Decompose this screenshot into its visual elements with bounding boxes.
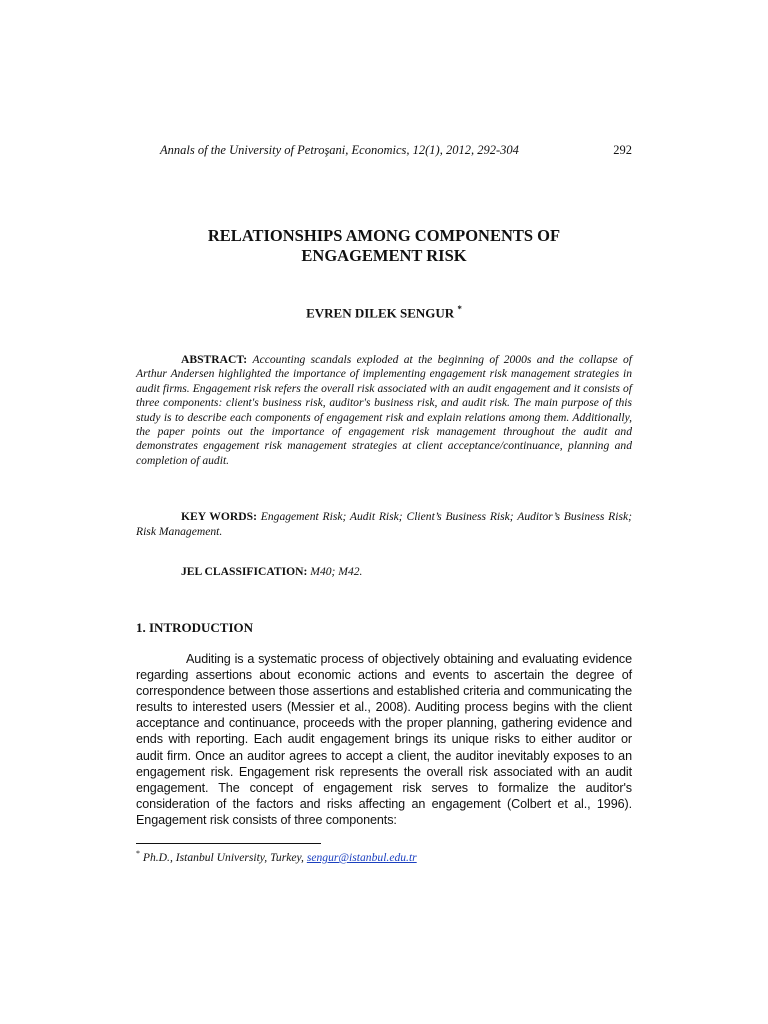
abstract-label: ABSTRACT: xyxy=(181,353,248,366)
title-line-1: RELATIONSHIPS AMONG COMPONENTS OF xyxy=(207,226,561,245)
running-head xyxy=(160,143,632,158)
jel-codes: M40; M42. xyxy=(310,565,363,578)
author-name: EVREN DILEK SENGUR xyxy=(306,305,455,321)
footnote-text: Ph.D., Istanbul University, Turkey, xyxy=(142,850,304,864)
keywords xyxy=(136,509,632,539)
abstract xyxy=(136,353,632,468)
jel-classification xyxy=(181,565,631,578)
footnote xyxy=(136,849,632,864)
author-footnote-marker: * xyxy=(457,304,462,314)
keywords-label: KEY WORDS: xyxy=(181,510,257,523)
journal-citation: Annals of the University of Petroşani, Economics, 12(1), 2012, 292-304 xyxy=(160,143,519,157)
author-email-link[interactable]: sengur@istanbul.edu.tr xyxy=(306,850,417,864)
title-line-2: ENGAGEMENT RISK xyxy=(301,246,467,265)
footnote-divider xyxy=(136,843,321,844)
abstract-text: Accounting scandals exploded at the beginning of 2000s and the collapse of Arthur Andersen highlighted the importance of implementing engagement risk management strategies in audit firms. Engagement risk refers the overall risk associated with an audit engagement and it consists of three components: client's business risk, auditor's business risk, and audit risk. The main purpose of this study is to describe each components of engagement risk and explain relations among them. Additionally, the paper points out the importance of engagement risk management throughout the audit and demonstrates engagement risk management strategies at client acceptance/continuance, planning and completion of audit. xyxy=(136,353,632,467)
footnote-marker: * xyxy=(136,849,140,858)
section-heading-introduction: 1. INTRODUCTION xyxy=(136,620,254,635)
jel-label: JEL CLASSIFICATION: xyxy=(181,565,308,578)
keywords-text: Engagement Risk; Audit Risk; Client’s Business Risk; Auditor’s Business Risk; Risk Management. xyxy=(136,510,632,538)
author-line xyxy=(134,304,634,321)
page-number: 292 xyxy=(613,143,632,157)
introduction-paragraph: Auditing is a systematic process of objectively obtaining and evaluating evidence regarding assertions about economic actions and events to ascertain the degree of correspondence between those assertions and established criteria and communicating the results to interested users (Messier et al., 2008). Auditing process begins with the client acceptance and continuance, proceeds with the proper planning, gathering evidence and ends with reporting. Each audit engagement brings its unique risks to either auditor or audit firm. Once an auditor agrees to accept a client, the auditor inevitably exposes to an engagement risk. Engagement risk represents the overall risk associated with an audit engagement. The concept of engagement risk serves to formalize the auditor's consideration of the factors and risks affecting an engagement (Colbert et al., 1996). Engagement risk consists of three components: xyxy=(136,652,632,827)
paper-title xyxy=(134,226,634,266)
